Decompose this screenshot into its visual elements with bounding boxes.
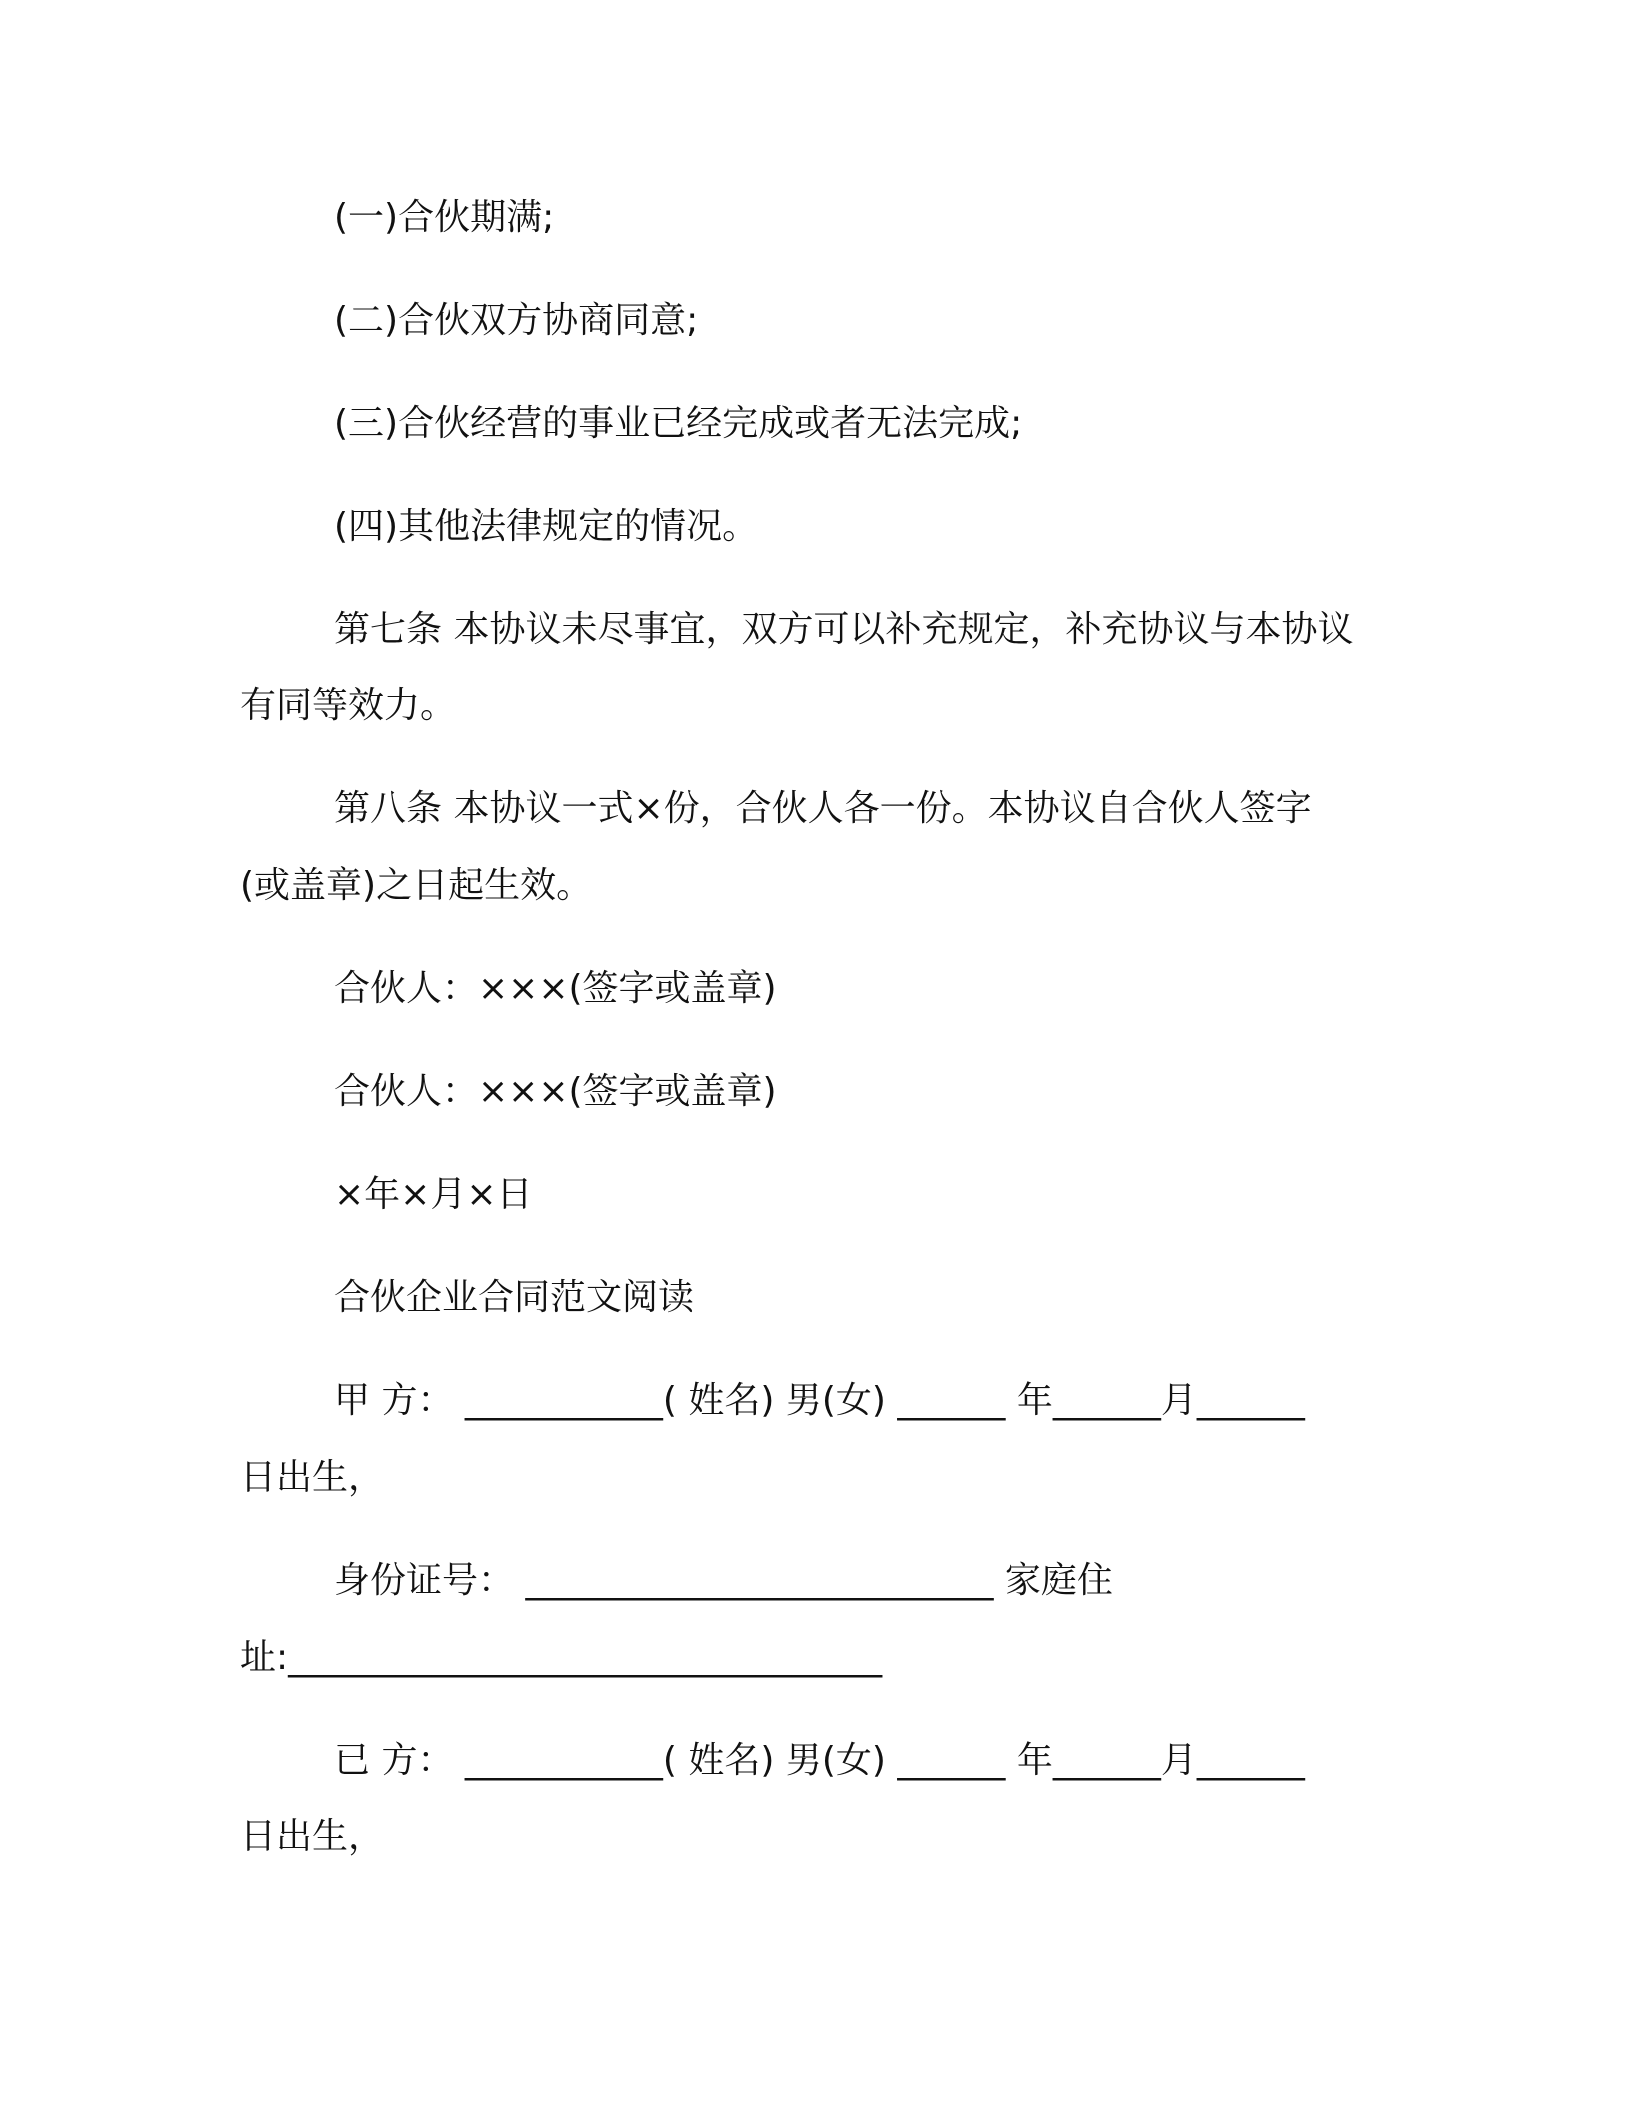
clause-item-4: (四)其他法律规定的情况。 <box>334 506 759 547</box>
id-number-line-2: 址:_________________________________ <box>240 1637 883 1678</box>
article-8-line-1: 第八条 本协议一式×份，合伙人各一份。本协议自合伙人签字 <box>334 788 1312 829</box>
partner-signature-1: 合伙人：×××(签字或盖章) <box>334 968 777 1009</box>
section-title: 合伙企业合同范文阅读 <box>334 1277 695 1318</box>
party-b-line-1: 已 方： ___________( 姓名) 男(女) ______ 年______月______ <box>334 1740 1305 1781</box>
signature-date: ×年×月×日 <box>334 1174 533 1215</box>
article-8-line-2: (或盖章)之日起生效。 <box>240 865 593 906</box>
clause-item-2: (二)合伙双方协商同意; <box>334 300 699 341</box>
partner-signature-2: 合伙人：×××(签字或盖章) <box>334 1071 777 1112</box>
clause-item-1: (一)合伙期满; <box>334 197 555 238</box>
id-number-line-1: 身份证号： __________________________ 家庭住 <box>334 1560 1113 1601</box>
article-7-line-2: 有同等效力。 <box>240 685 457 726</box>
clause-item-3: (三)合伙经营的事业已经完成或者无法完成; <box>334 403 1023 444</box>
party-a-line-2: 日出生， <box>240 1457 385 1498</box>
party-a-line-1: 甲 方： ___________( 姓名) 男(女) ______ 年______月______ <box>334 1380 1305 1421</box>
party-b-line-2: 日出生， <box>240 1816 385 1857</box>
article-7-line-1: 第七条 本协议未尽事宜，双方可以补充规定，补充协议与本协议 <box>334 609 1354 650</box>
